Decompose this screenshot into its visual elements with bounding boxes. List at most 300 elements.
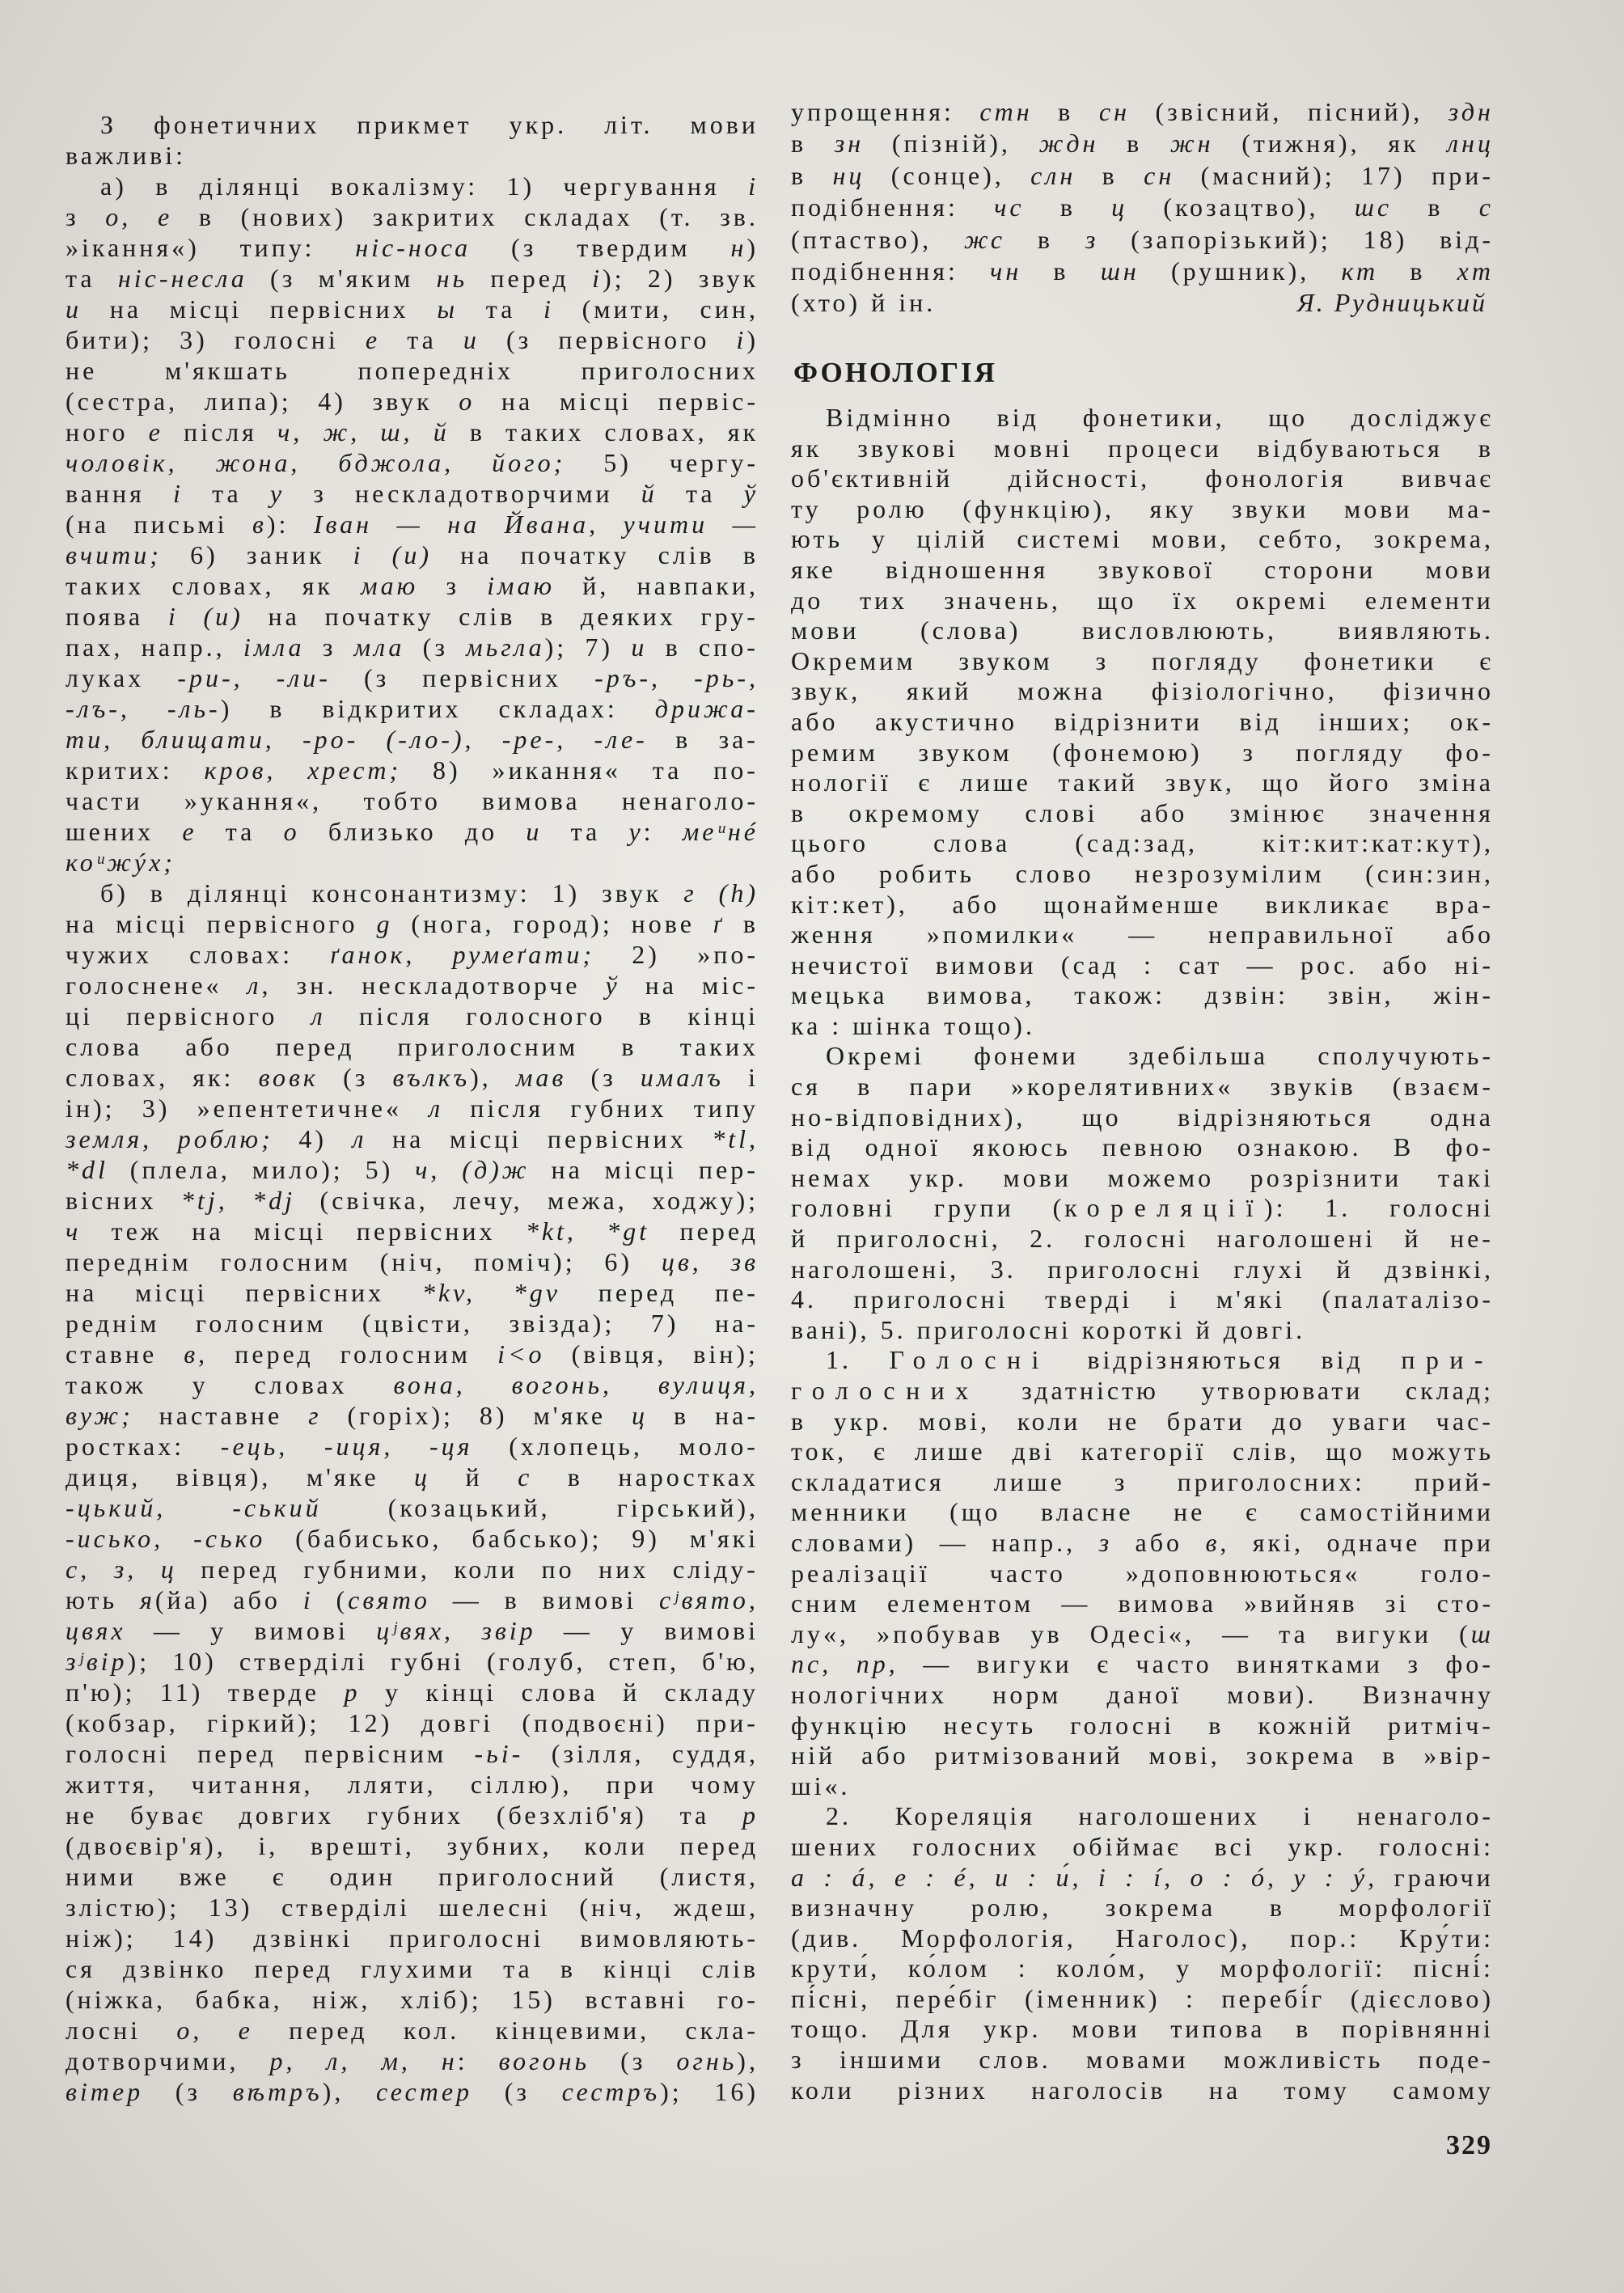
right-column-body-text (791, 403, 1494, 2105)
roman-text: нології (791, 768, 891, 797)
italic-text: á, (852, 1862, 878, 1892)
roman-text: на (460, 540, 493, 569)
word (632, 939, 660, 970)
roman-text: — (1246, 950, 1276, 979)
roman-text: в (665, 632, 681, 662)
roman-text: консонантизму: (311, 878, 531, 907)
roman-text: ження (791, 920, 876, 950)
word (200, 171, 302, 201)
word (736, 324, 759, 355)
word (1017, 1407, 1081, 1437)
roman-text: — (1222, 1618, 1252, 1648)
roman-text: 2) (632, 940, 660, 969)
word (1245, 1497, 1260, 1528)
word (791, 920, 876, 950)
roman-text: деяких (580, 602, 676, 631)
word (641, 1062, 724, 1093)
roman-text: фо- (1445, 1649, 1494, 1679)
roman-text: голо- (1420, 1558, 1494, 1588)
word (1270, 1072, 1355, 1102)
word (205, 755, 277, 785)
word (1436, 1407, 1494, 1437)
word (1438, 1163, 1494, 1194)
word (1399, 1923, 1494, 1954)
word (917, 1315, 1072, 1346)
word (628, 816, 653, 847)
roman-text: голосні (1084, 1224, 1189, 1254)
word (161, 1554, 177, 1584)
italic-text: ó, (1250, 1862, 1277, 1892)
roman-text: сним (791, 1589, 860, 1618)
word (560, 386, 632, 417)
word (307, 1462, 379, 1492)
roman-text: 3) (142, 1094, 171, 1123)
word (541, 1554, 574, 1584)
word (1191, 1863, 1207, 1893)
word (1258, 434, 1443, 464)
text-line (791, 828, 1494, 859)
word (66, 140, 186, 171)
italic-text: с, (66, 1555, 91, 1584)
word (1242, 738, 1256, 768)
roman-text: складах: (498, 694, 618, 723)
word (690, 1523, 759, 1554)
italic-text: г (308, 1401, 322, 1430)
word (66, 1738, 170, 1769)
italic-text: стн (979, 97, 1033, 126)
roman-text: первісних (245, 1278, 385, 1307)
roman-text: на (109, 294, 142, 324)
roman-text: в (469, 417, 485, 446)
word (548, 1123, 687, 1154)
word (1305, 646, 1437, 677)
word (392, 539, 432, 570)
word (376, 1615, 454, 1646)
roman-text: з (1095, 645, 1110, 675)
roman-text: пісний), (1307, 97, 1423, 126)
roman-text: він); (693, 1339, 759, 1369)
word (433, 755, 461, 785)
italic-text: -ець, (220, 1432, 289, 1461)
italic-text: цв, (661, 1247, 702, 1276)
word (1479, 192, 1494, 223)
italic-text: -исько, (66, 1524, 164, 1553)
roman-text: 11) (159, 1677, 204, 1707)
word (791, 128, 806, 159)
word (590, 1062, 615, 1093)
roman-text: Визначну (1362, 1679, 1494, 1709)
roman-text: чому (691, 1770, 759, 1799)
text-line (66, 2046, 759, 2076)
text-line (791, 555, 1494, 586)
italic-text: чн (990, 256, 1022, 286)
roman-text: (ніч, (379, 1247, 446, 1276)
roman-text: (на (66, 510, 109, 539)
word (936, 950, 1037, 981)
roman-text: літ. (604, 110, 653, 139)
roman-text: межа, (547, 1186, 628, 1215)
roman-text: довгих (239, 1800, 335, 1830)
word (460, 539, 492, 570)
word (748, 1062, 759, 1093)
roman-text: дійсності, (1008, 463, 1151, 493)
roman-text: з (66, 202, 79, 231)
word (323, 417, 360, 447)
roman-text: мови (1003, 1162, 1072, 1192)
roman-text: та (652, 755, 683, 785)
word (791, 1254, 959, 1285)
text-line (66, 755, 759, 785)
word (743, 539, 759, 570)
italic-text: ў (743, 479, 759, 508)
word (453, 939, 594, 970)
word (66, 294, 82, 324)
roman-text: слова (66, 1032, 143, 1061)
word (944, 1011, 1035, 1042)
roman-text: Кру́ти: (1399, 1923, 1494, 1952)
word (465, 816, 497, 847)
roman-text: вимові (664, 1616, 759, 1645)
text-line (791, 224, 1494, 256)
word (584, 1830, 648, 1861)
roman-text: життя, (66, 1770, 158, 1799)
roman-text: глухі (1233, 1254, 1305, 1284)
word (270, 478, 285, 509)
word (1296, 2014, 1311, 2045)
word (1074, 980, 1165, 1011)
roman-text: функцію (791, 1710, 910, 1740)
word (1388, 1711, 1494, 1741)
roman-text: фо- (1445, 737, 1494, 767)
word (886, 555, 1048, 586)
italic-text: вуж; (66, 1401, 133, 1430)
roman-text: тверді (1045, 1284, 1132, 1314)
roman-text: наголосів (1031, 2075, 1166, 2105)
word (338, 447, 454, 478)
word (935, 1741, 1123, 1771)
word (471, 1769, 573, 1800)
word (564, 1615, 593, 1646)
roman-text: упрощення: (791, 97, 954, 126)
roman-text: 12) (348, 1708, 393, 1737)
roman-text: ); (602, 264, 625, 293)
roman-text: мило); (252, 1155, 344, 1184)
italic-text: слн (1030, 160, 1076, 190)
roman-text: (взаєм- (1392, 1072, 1494, 1102)
roman-text: місці (604, 1155, 678, 1184)
word (791, 434, 822, 464)
roman-text: (тижня), (1241, 129, 1360, 159)
word (791, 1072, 821, 1102)
roman-text: части (66, 786, 143, 815)
word (511, 232, 536, 263)
roman-text: мові, (1148, 1741, 1220, 1771)
word (182, 816, 197, 847)
word (1478, 434, 1494, 464)
roman-text: їх (1173, 585, 1200, 615)
word (570, 1093, 666, 1123)
word (1353, 1863, 1377, 1893)
word (791, 950, 911, 981)
roman-text: на (268, 602, 300, 631)
word (791, 256, 958, 287)
roman-text: лечу, (453, 1186, 523, 1215)
word (620, 1615, 636, 1646)
word (992, 1528, 1076, 1559)
italic-text: р (742, 1800, 759, 1830)
roman-text: головні (791, 1193, 895, 1223)
roman-text: , (198, 1339, 209, 1369)
roman-text: тощо). (944, 1010, 1035, 1040)
word (66, 1800, 97, 1830)
word (604, 1246, 632, 1277)
word (997, 403, 1039, 434)
text-line (66, 1677, 759, 1707)
italic-text: о (459, 387, 476, 416)
roman-text: на (66, 909, 98, 938)
word (437, 294, 458, 324)
word (66, 1339, 157, 1369)
roman-text: вимовляють- (580, 1923, 759, 1952)
word (1097, 1649, 1111, 1680)
roman-text: несуть (943, 1710, 1037, 1740)
roman-text: слів, (1233, 1436, 1300, 1466)
roman-text: мови, (1151, 524, 1230, 554)
word (192, 1216, 223, 1246)
roman-text: ростках: (66, 1432, 185, 1461)
roman-text: первісного (126, 1001, 278, 1030)
word (1208, 920, 1395, 950)
word (1126, 1559, 1361, 1589)
roman-text: (з (422, 632, 448, 662)
roman-text: немах (791, 1162, 873, 1192)
word (791, 859, 838, 890)
roman-text: В (1393, 1132, 1415, 1162)
roman-text: змінює (1229, 797, 1327, 827)
word (791, 1984, 870, 2015)
roman-text: укр. (509, 110, 568, 139)
italic-text: чс (994, 192, 1025, 222)
roman-text: »по- (697, 940, 759, 969)
word (835, 128, 864, 159)
roman-text: кіт:кит:кат:кут), (1262, 828, 1494, 858)
word (453, 1185, 522, 1216)
text-line (791, 1893, 1494, 1923)
roman-text: наголошені, (791, 1254, 960, 1284)
word (1459, 1619, 1494, 1650)
roman-text: елементи (1364, 585, 1494, 615)
roman-text: тощо. (791, 2014, 871, 2044)
word (380, 417, 412, 447)
roman-text: кол. (403, 2016, 460, 2045)
italic-text: ы (437, 294, 459, 324)
italic-text: жн (1169, 129, 1214, 159)
italic-text: -иця, (324, 1432, 394, 1461)
word (632, 1400, 648, 1431)
word (1205, 980, 1288, 1011)
italic-text: вона, (393, 1370, 466, 1399)
word (359, 1001, 433, 1031)
word (1149, 1741, 1220, 1771)
word (857, 1072, 873, 1102)
word (974, 1041, 1078, 1072)
word (353, 1123, 367, 1154)
roman-text: голосним (340, 1339, 472, 1369)
word (159, 1400, 283, 1431)
roman-text: в (742, 540, 759, 569)
roman-text: й (623, 1677, 641, 1707)
roman-text: перед (201, 1555, 280, 1584)
italic-text: блищати, (141, 725, 275, 754)
roman-text: та (503, 1954, 533, 1983)
roman-text: в (540, 602, 556, 631)
roman-text: від (1321, 1345, 1364, 1375)
word (393, 1062, 492, 1093)
word (506, 324, 531, 355)
roman-text: приголосним (397, 1032, 579, 1061)
word (603, 447, 632, 478)
word (1394, 1132, 1414, 1163)
text-line (791, 1467, 1494, 1498)
word (940, 1528, 969, 1559)
word (497, 1339, 544, 1369)
word (176, 1462, 272, 1492)
word (1450, 707, 1494, 738)
word (1233, 1254, 1305, 1285)
word (168, 601, 179, 632)
italic-text: хрест; (307, 755, 402, 785)
word (791, 1193, 895, 1224)
roman-text: при (1443, 1527, 1494, 1557)
roman-text: (з (175, 2077, 201, 2106)
word (66, 386, 178, 417)
word (791, 524, 843, 555)
text-line (791, 524, 1494, 555)
roman-text: фо- (1445, 1132, 1494, 1162)
roman-text: ка (791, 1010, 822, 1040)
roman-text: в (567, 1462, 583, 1491)
roman-text: та (679, 1800, 710, 1830)
roman-text: б) (100, 878, 129, 907)
word (357, 355, 514, 386)
text-line (791, 676, 1494, 707)
word (1009, 463, 1151, 494)
italic-text: ў (605, 971, 620, 1000)
word (1341, 256, 1378, 287)
italic-text: л, (326, 2046, 351, 2075)
italic-text: л (311, 1001, 326, 1030)
word (581, 601, 676, 632)
roman-text: і, (258, 1831, 279, 1860)
word (1258, 524, 1345, 555)
roman-text: або (1135, 1527, 1183, 1557)
roman-text: фізіологічно, (1151, 676, 1338, 706)
word (1406, 1376, 1494, 1407)
text-line (791, 494, 1494, 525)
word (486, 294, 516, 324)
word (66, 755, 173, 785)
text-line (66, 816, 759, 847)
word (1178, 1467, 1365, 1498)
word (1419, 2045, 1494, 2075)
roman-text: категорії (1081, 1436, 1207, 1466)
roman-text: 6) (190, 540, 218, 569)
word (141, 724, 274, 755)
roman-text: або (233, 1585, 281, 1614)
word (203, 601, 243, 632)
roman-text: 16) (714, 2077, 759, 2106)
text-line (66, 939, 759, 970)
text-line (66, 1277, 759, 1308)
roman-text: у (210, 1616, 227, 1645)
word (887, 1589, 1034, 1619)
word (919, 1407, 990, 1437)
word (552, 878, 581, 908)
text-line (791, 1072, 1494, 1102)
roman-text: важливі: (66, 141, 186, 170)
roman-text: з (322, 632, 336, 662)
roman-text: перед (490, 264, 569, 293)
word (116, 908, 188, 939)
roman-text: степ, (608, 1647, 679, 1676)
word (312, 878, 531, 908)
word (1003, 1163, 1071, 1194)
page-number: 329 (1446, 2130, 1492, 2160)
roman-text: чужих (66, 940, 152, 969)
word (1270, 1893, 1285, 1923)
text-line (791, 798, 1494, 829)
word (254, 1615, 348, 1646)
word (791, 1953, 880, 1984)
roman-text: висловлюють, (1081, 616, 1278, 645)
word (1059, 768, 1138, 798)
word (1082, 1102, 1122, 1133)
italic-text: ніс-носа (355, 233, 472, 262)
word (253, 1923, 353, 1953)
text-line (66, 1216, 759, 1246)
word (791, 2045, 805, 2075)
word (875, 707, 1017, 738)
roman-text: ) (220, 694, 233, 723)
roman-text: кінцевими, (495, 2016, 650, 2045)
word (918, 768, 933, 798)
word (1178, 1102, 1374, 1133)
text-line (66, 1246, 759, 1277)
roman-text: в (269, 694, 285, 723)
roman-text: коли (454, 1555, 518, 1584)
word (1414, 1953, 1494, 1984)
italic-text: о (283, 817, 300, 846)
roman-text: дзвінко (123, 1954, 227, 1983)
italic-text: меᵘнé (682, 817, 759, 846)
italic-text: л (429, 1094, 444, 1123)
word (66, 2015, 141, 2046)
text-line (66, 2076, 759, 2107)
word (743, 908, 759, 939)
roman-text: у (1176, 1953, 1193, 1983)
roman-text: поява (66, 602, 144, 631)
roman-text: як (727, 417, 759, 446)
word (184, 1339, 208, 1369)
word (791, 2014, 870, 2045)
roman-text: або (1140, 797, 1188, 827)
word (328, 816, 437, 847)
word (571, 816, 601, 847)
text-line (791, 616, 1494, 646)
word (791, 828, 869, 859)
word (303, 1584, 314, 1615)
roman-text: фонеми (974, 1041, 1079, 1071)
